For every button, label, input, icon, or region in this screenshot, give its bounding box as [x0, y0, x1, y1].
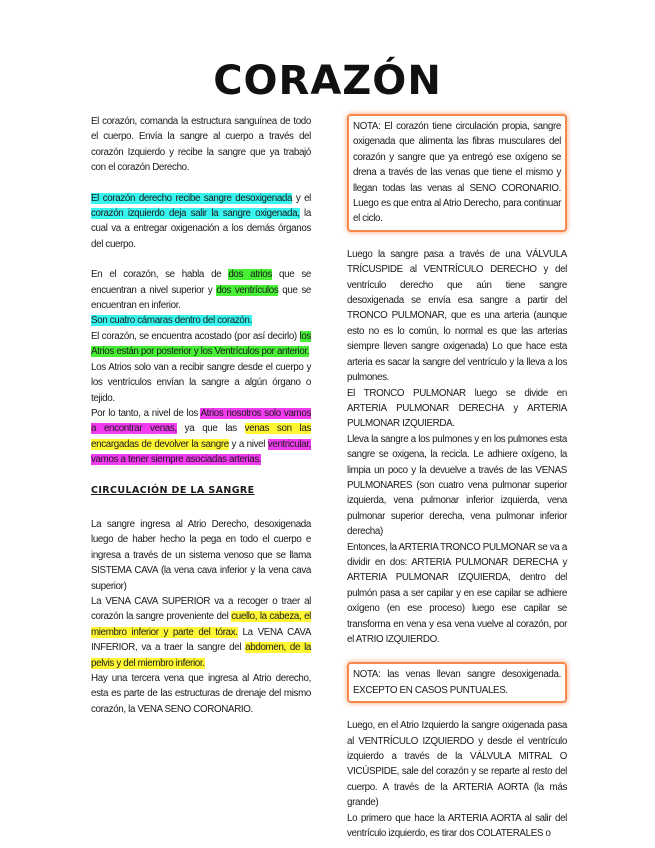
section-subtitle: CIRCULACIÓN DE LA SANGRE — [91, 484, 255, 496]
intro-paragraph: El corazón, comanda la estructura sanguínea de todo el cuerpo. Envía la sangre al cuerpo a través del corazón Izquierdo y recibe la sangre que ya trabajó con el corazón Derecho. — [91, 116, 311, 174]
tricuspid-paragraph: Luego la sangre pasa a través de una VÁLVULA TRÍCUSPIDE al VENTRÍCULO DERECHO y del ventrículo derecho que aún tiene sangre desoxigenada se envía esa sangre a partir del TRONCO PULMONAR, que es una arteria (aunque esto no es lo común, lo normal es que las arterias siempre lleven sangre oxigenada) Lo que hace esta arteria es sacar la sangre del ventrículo y la lleva a los pulmones. — [347, 248, 567, 384]
pulmonary-trunk-paragraph: El TRONCO PULMONAR luego se divide en ARTERIA PULMONAR DERECHA y ARTERIA PULMONAR IZQUIERDA. — [347, 387, 567, 430]
lungs-paragraph: Lleva la sangre a los pulmones y en los pulmones esta sangre se oxigena, la recicla. Le adhiere oxígeno, la limpia un poco y la devuelve a través de las VENAS PULMONARES (son cuatro vena pulmonar superior izquierda, vena pulmonar inferior izquierda, vena pulmonar superior derecha, vena pulmonar inferior derecha) — [347, 433, 567, 538]
highlight-cyan: corazón izquierdo deja salir la sangre oxigenada, — [91, 208, 300, 220]
highlight-green: dos ventrículos — [216, 284, 279, 296]
highlight-cyan: El corazón derecho recibe sangre desoxigenada — [91, 192, 293, 204]
page-title: CORAZÓN — [213, 58, 442, 104]
coronary-sinus-paragraph: Hay una tercera vena que ingresa al Atrio derecho, esta es parte de las estructuras de drenaje del mismo corazón, la VENA SENO CORONARIO. — [91, 673, 311, 715]
note-box-circulation: NOTA: El corazón tiene circulación propia, sangre oxigenada que alimenta las fibras musculares del corazón y sangre que ya entregó ese oxígeno se drena a través de las venas que tiene el mismo y llegan todas las venas al SENO CORONARIO. Luego es que entra al Atrio Derecho, para continuar el ciclo. — [347, 114, 567, 232]
circulation-paragraph: La sangre ingresa al Atrio Derecho, desoxigenada luego de haber hecho la pega en todo el cuerpo e ingresa a través de un sistema venoso que se llama SISTEMA CAVA (la vena cava inferior y la vena cava superior) — [91, 518, 311, 592]
veins-arteries-paragraph: Por lo tanto, a nivel de los Atrios nosotros solo vamos a encontrar venas, ya que las venas son las encargadas de devolver la sangre y a nivel ventricular, vamos a tener siempre asociadas arterias. — [91, 407, 311, 466]
heart-sides-paragraph: El corazón derecho recibe sangre desoxigenada y el corazón izquierdo deja salir la sangre oxigenada, la cual va a entregar oxigenación a los demás órganos del cuerpo. — [91, 192, 311, 250]
vena-cava-paragraph: La VENA CAVA SUPERIOR va a recoger o traer al corazón la sangre proveniente del cuello, la cabeza, el miembro inferior y parte del tórax. La VENA CAVA INFERIOR, va a traer la sangre del abdomen, de la pelvis y del miembro inferior. — [91, 595, 312, 669]
highlight-cyan: Son cuatro cámaras dentro del corazón. — [91, 315, 252, 327]
four-chambers-line — [91, 313, 311, 328]
highlight-green: los Atrios están por posterior y los Ventrículos por anterior. — [91, 330, 311, 358]
highlight-yellow: venas son las encargadas de devolver la sangre — [91, 423, 311, 450]
left-column — [91, 114, 311, 717]
highlight-yellow: abdomen, de la pelvis y del miembro inferior. — [91, 642, 312, 669]
chambers-paragraph: En el corazón, se habla de dos atrios que se encuentran a nivel superior y dos ventrículos que se encuentran en inferior. — [91, 269, 312, 312]
highlight-magenta: ventricular, vamos a tener siempre asociadas arterias. — [91, 438, 311, 466]
atria-paragraph: Los Atrios solo van a recibir sangre desde el cuerpo y los ventrículos envían la sangre a algún órgano o tejido. — [91, 361, 311, 404]
highlight-magenta: Atrios nosotros solo vamos a encontrar venas, — [91, 407, 311, 435]
note-box-veins: NOTA: las venas llevan sangre desoxigenada. EXCEPTO EN CASOS PUNTUALES. — [347, 662, 567, 703]
highlight-yellow: cuello, la cabeza, el miembro inferior y parte del tórax. — [91, 611, 311, 638]
pulmonary-division-paragraph: Entonces, la ARTERIA TRONCO PULMONAR se va a dividir en dos: ARTERIA PULMONAR DERECHA y ARTERIA PULMONAR IZQUIERDA, dentro del pulmón pasa a ser capilar y en ese capilar se adhiere oxígeno (en ese proceso) luego ese capilar se transforma en vena y esa vena vuelve al corazón, por el ATRIO IZQUIERDO. — [347, 541, 567, 645]
aorta-paragraph: Lo primero que hace la ARTERIA AORTA al salir del ventrículo izquierdo, es tirar dos COLATERALES o — [347, 812, 567, 840]
right-column — [347, 114, 567, 841]
left-atrium-paragraph: Luego, en el Atrio Izquierdo la sangre oxigenada pasa al VENTRÍCULO IZQUIERDO y desde el ventrículo izquierdo a través de la VÁLVULA MITRAL O VICÚSPIDE, sale del corazón y se reparte al resto del cuerpo. A través de la ARTERIA AORTA (la más grande) — [347, 720, 567, 809]
highlight-green: dos atrios — [228, 269, 272, 281]
orientation-paragraph: El corazón, se encuentra acostado (por así decirlo) los Atrios están por posterior y los Ventrículos por anterior. — [91, 330, 311, 358]
